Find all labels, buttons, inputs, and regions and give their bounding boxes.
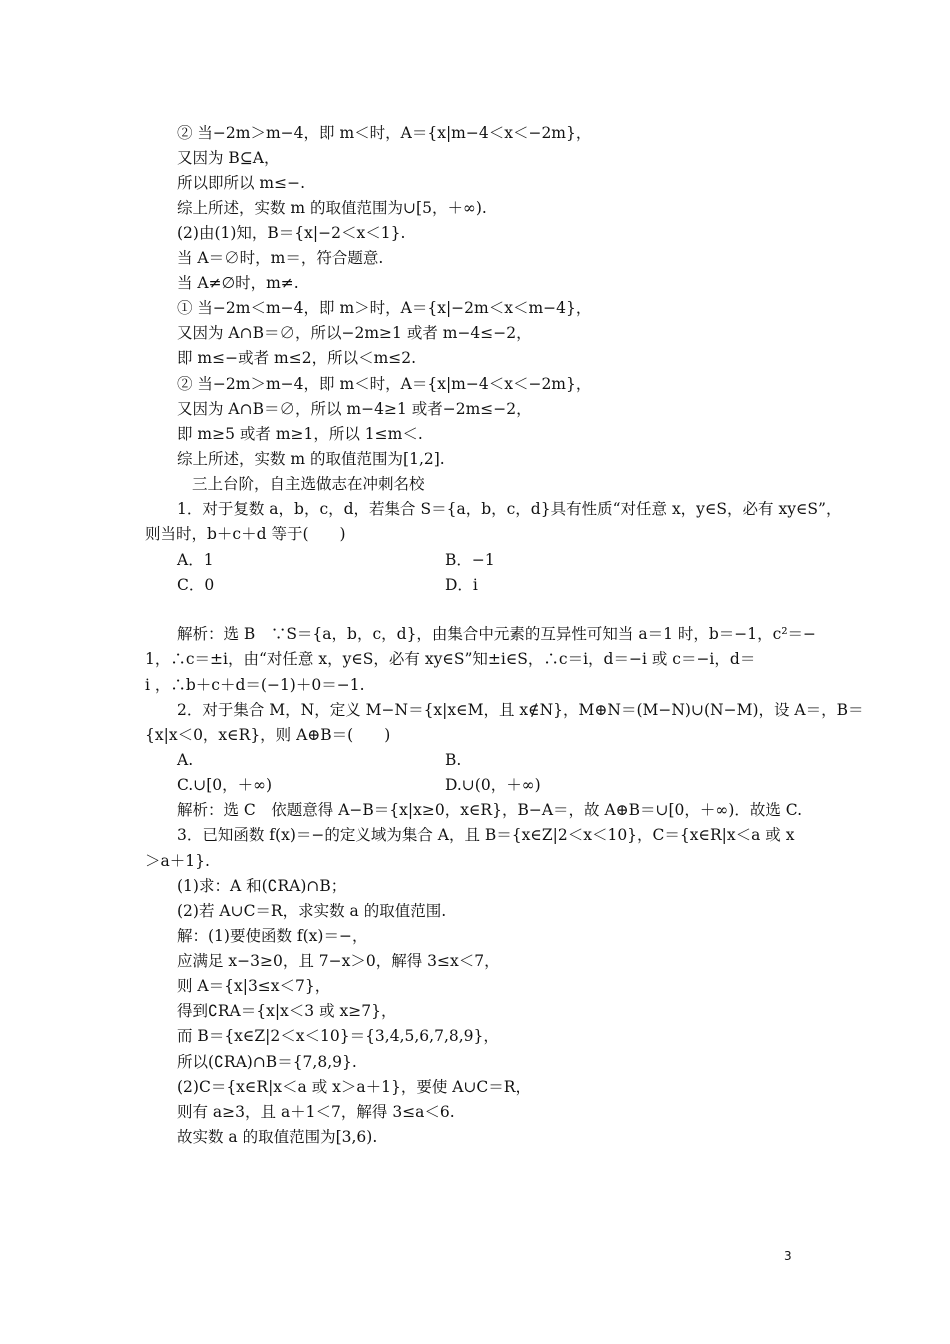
text-line: 得到∁RA＝{x|x＜3 或 x≥7}， [177, 1002, 397, 1020]
text-line: ① 当−2m＜m−4，即 m＞时，A＝{x|−2m＜x＜m−4}， [177, 299, 592, 317]
question-1-text: 1．对于复数 a，b，c，d，若集合 S＝{a，b，c，d}具有性质“对任意 x，y∈S，必有 xy∈S”， [177, 500, 842, 518]
text-line: i ，∴b＋c＋d＝(−1)＋0＝−1. [145, 676, 365, 694]
text-line: (1)求：A 和(∁RA)∩B； [177, 877, 347, 895]
text-line: 则 A＝{x|3≤x＜7}， [177, 977, 331, 995]
section-heading: 三上台阶，自主选做志在冲刺名校 [192, 475, 425, 493]
text-line: 则当时，b＋c＋d 等于( ) [145, 525, 346, 543]
text-line: ② 当−2m＞m−4，即 m＜时，A＝{x|m−4＜x＜−2m}， [177, 375, 592, 393]
text-line: ② 当−2m＞m−4，即 m＜时，A＝{x|m−4＜x＜−2m}， [177, 124, 592, 142]
question-3-text: 3．已知函数 f(x)＝−的定义域为集合 A，且 B＝{x∈Z|2＜x＜10}，C＝{x∈R|x＜a 或 x [177, 826, 795, 844]
text-line: (2)C＝{x∈R|x＜a 或 x＞a＋1}，要使 A∪C＝R， [177, 1078, 531, 1096]
text-line: 所以(∁RA)∩B＝{7,8,9}. [177, 1053, 357, 1071]
text-line: 综上所述，实数 m 的取值范围为∪[5，＋∞). [177, 199, 487, 217]
text-line: 则有 a≥3，且 a＋1＜7，解得 3≤a＜6. [177, 1103, 455, 1121]
text-line: 故实数 a 的取值范围为[3,6). [177, 1128, 378, 1146]
text-line: (2)由(1)知，B＝{x|−2＜x＜1}. [177, 224, 406, 242]
text-line: 当 A≠∅时，m≠. [177, 274, 299, 292]
option-d: D.∪(0，＋∞) [445, 776, 541, 794]
option-b: B．−1 [445, 551, 495, 569]
solution-text: 解析：选 B ∵S＝{a，b，c，d}，由集合中元素的互异性可知当 a＝1 时，b＝−1，c²＝− [177, 625, 817, 643]
text-line: 又因为 A∩B＝∅，所以 m−4≥1 或者−2m≤−2， [177, 400, 532, 418]
question-2-text: 2．对于集合 M，N，定义 M−N＝{x|x∈M，且 x∉N}，M⊕N＝(M−N)∪(N−M)，设 A＝，B＝ [177, 701, 864, 719]
option-c: C．0 [177, 576, 215, 594]
text-line: 即 m≥5 或者 m≥1，所以 1≤m＜. [177, 425, 423, 443]
text-line: 所以即所以 m≤−. [177, 174, 306, 192]
text-line: 而 B＝{x∈Z|2＜x＜10}＝{3,4,5,6,7,8,9}， [177, 1027, 499, 1045]
text-line: 应满足 x−3≥0，且 7−x＞0，解得 3≤x＜7， [177, 952, 500, 970]
option-a: A．1 [177, 551, 214, 569]
option-a: A. [177, 751, 194, 769]
text-line: 1，∴c＝±i，由“对任意 x，y∈S，必有 xy∈S”知±i∈S，∴c＝i，d＝−i 或 c＝−i，d＝ [145, 650, 756, 668]
text-line: 当 A＝∅时，m＝，符合题意. [177, 249, 384, 267]
option-c: C.∪[0，＋∞) [177, 776, 273, 794]
option-b: B. [445, 751, 462, 769]
text-line: {x|x＜0，x∈R}，则 A⊕B＝( ) [145, 726, 391, 744]
option-d: D．i [445, 576, 478, 594]
text-line: 即 m≤−或者 m≤2，所以＜m≤2. [177, 349, 417, 367]
text-line: 又因为 B⊆A， [177, 149, 280, 167]
text-line: 解：(1)要使函数 f(x)＝−， [177, 927, 368, 945]
text-line: ＞a＋1}. [145, 852, 210, 870]
page-number: 3 [784, 1249, 792, 1263]
solution-text: 解析：选 C 依题意得 A−B＝{x|x≥0，x∈R}，B−A＝，故 A⊕B＝∪[0，＋∞)．故选 C. [177, 801, 803, 819]
text-line: (2)若 A∪C＝R，求实数 a 的取值范围. [177, 902, 447, 920]
text-line: 综上所述，实数 m 的取值范围为[1,2]. [177, 450, 445, 468]
text-line: 又因为 A∩B＝∅，所以−2m≥1 或者 m−4≤−2， [177, 324, 532, 342]
